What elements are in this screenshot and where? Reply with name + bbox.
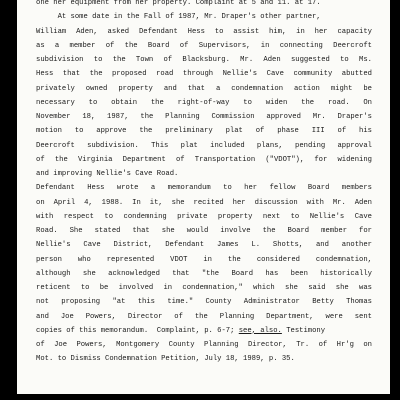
text-line: motion to approve the preliminary plat of phase III of his: [36, 127, 372, 136]
text-line: reticent to be involved in condemnation," which she said she was: [36, 284, 372, 292]
text-line: and improving Nellie's Cave Road.: [36, 170, 179, 178]
text-line: of the Virginia Department of Transportation ("VDOT"), for widening: [36, 155, 372, 164]
text-line: November 18, 1987, the Planning Commission approved Mr. Draper's: [36, 113, 372, 121]
text-line: necessary to obtain the right-of-way to widen the road. On: [36, 98, 372, 107]
text-line: [36, 324, 372, 338]
text-segment: Testimony: [281, 326, 326, 335]
text-line: Road. She stated that she would involve the Board member for: [36, 227, 372, 235]
text-line: although she acknowledged that "the Board has been historically: [36, 269, 372, 278]
text-segment: copies of this memorandum. Complaint, p. 6-7;: [36, 326, 239, 335]
text-line: Mot. to Dismiss Condemnation Petition, July 18, 1989, p. 35.: [36, 355, 295, 364]
text-line: and Joe Powers, Director of the Planning Department, were sent: [36, 312, 372, 321]
text-line: Defendant Hess wrote a memorandum to her fellow Board members: [36, 184, 372, 193]
text-line: William Aden, asked Defendant Hess to assist him, in her capacity: [36, 27, 372, 36]
document-page: [17, 0, 390, 394]
text-line: privately owned property and that a condemnation action might be: [36, 84, 372, 93]
text-line: not proposing "at this time." County Administrator Betty Thomas: [36, 298, 372, 307]
text-line: At some date in the Fall of 1987, Mr. Draper's other partner,: [36, 13, 321, 22]
text-line: of Joe Powers, Montgomery County Planning Director, Tr. of Hr'g on: [36, 341, 372, 349]
document-body: [36, 0, 372, 367]
text-line: one her equipment from her property. Complaint at 5 and 11. at 17.: [36, 0, 321, 7]
citation-signal: see, also.: [238, 326, 282, 335]
text-line: subdivision to the Town of Blacksburg. Mr. Aden suggested to Ms.: [36, 56, 372, 64]
text-line: person who represented VDOT in the considered condemnation,: [36, 255, 372, 264]
text-line: Hess that the proposed road through Nellie's Cave community abutted: [36, 70, 372, 79]
text-line: Deercroft subdivision. This plat included plans, pending approval: [36, 141, 372, 150]
text-line: Nellie's Cave District, Defendant James L. Shotts, and another: [36, 241, 372, 250]
text-line: with respect to condemning private property next to Nellie's Cave: [36, 212, 372, 221]
text-line: as a member of the Board of Supervisors, in connecting Deercroft: [36, 41, 372, 50]
text-line: on April 4, 1988. In it, she recited her discussion with Mr. Aden: [36, 198, 372, 207]
